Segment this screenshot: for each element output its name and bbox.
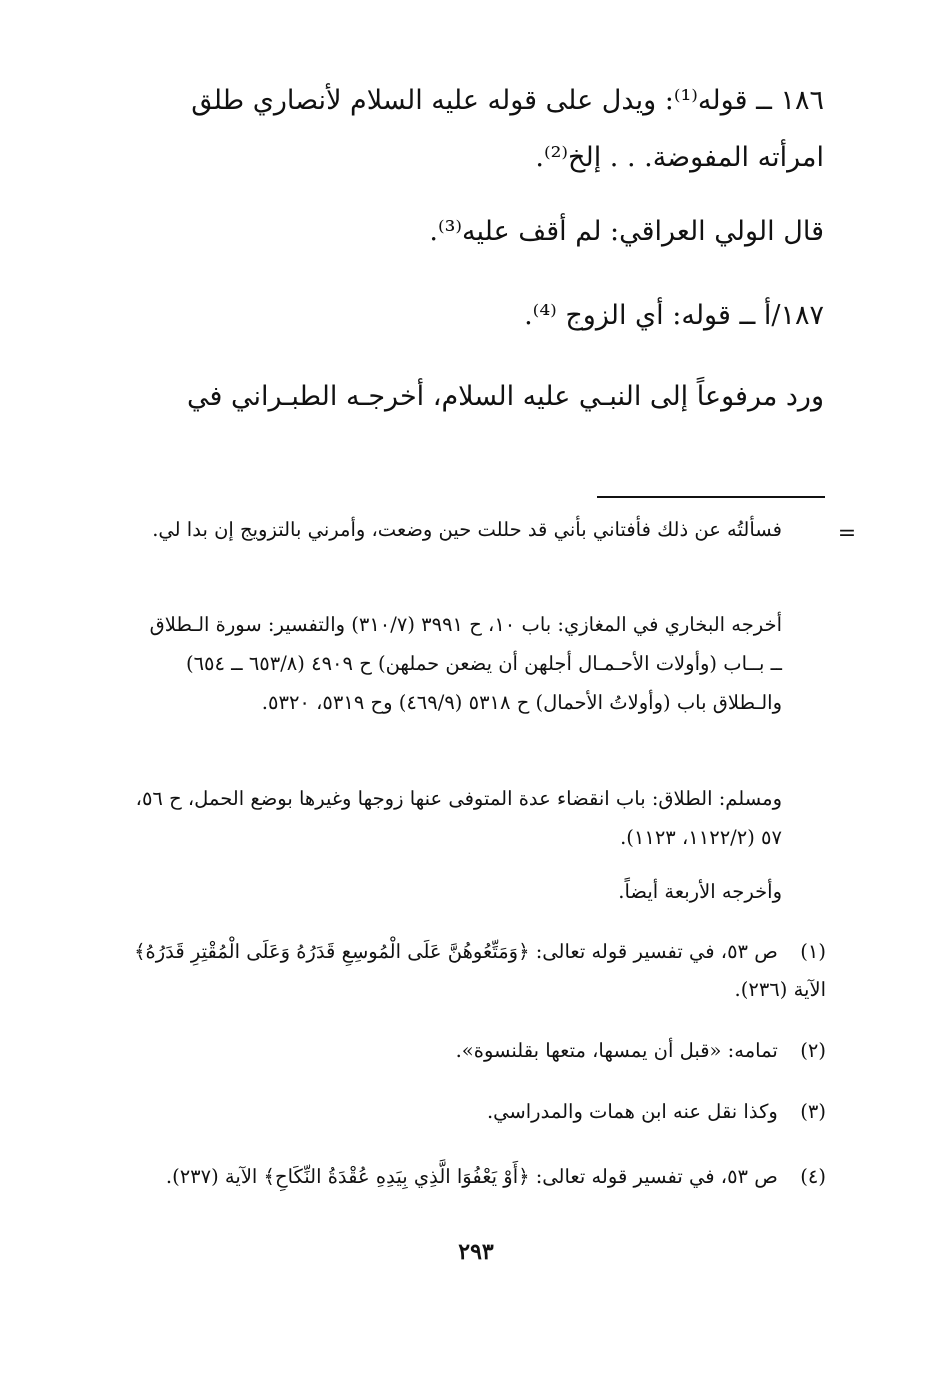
footnote-separator bbox=[597, 496, 825, 498]
continuation-mark: = bbox=[837, 521, 857, 546]
footnote-4 bbox=[126, 1158, 826, 1196]
footnote-3 bbox=[126, 1093, 826, 1131]
main-paragraph-186: ١٨٦ ــ قوله⁽¹⁾: ويدل على قوله عليه السلام لأنصاري طلق امرأته المفوضة. . . إلخ⁽²⁾. bbox=[191, 85, 824, 173]
footnote-continuation-1: فسألتُه عن ذلك فأفتاني بأني قد حللت حين وضعت، وأمرني بالتزويج إن بدا لي. bbox=[152, 518, 782, 541]
footnote-number: (١) bbox=[800, 940, 826, 963]
footnote-number: (٤) bbox=[800, 1165, 826, 1188]
footnote-number: (٢) bbox=[800, 1039, 826, 1062]
footnote-continuation-4: وأخرجه الأربعة أيضاً. bbox=[618, 880, 782, 903]
page-number: ٢٩٣ bbox=[458, 1239, 494, 1265]
footnote-text: تمامه: «قبل أن يمسها، متعها بقلنسوة». bbox=[455, 1039, 778, 1062]
footnote-number: (٣) bbox=[800, 1100, 826, 1123]
footnote-text: ص ٥٣، في تفسير قوله تعالى: ﴿وَمَتِّعُوهُنَّ عَلَى الْمُوسِعِ قَدَرُهُ وَعَلَى الْمُقْتِرِ قَدَرُهُ﴾ الآية (٢٣٦). bbox=[134, 940, 826, 1001]
footnote-text: ص ٥٣، في تفسير قوله تعالى: ﴿أَوْ يَعْفُوَا الَّذِي بِيَدِهِ عُقْدَةُ النِّكَاحِ﴾ الآية (٢٣٧). bbox=[165, 1165, 778, 1188]
footnote-text: وكذا نقل عنه ابن همات والمدراسي. bbox=[486, 1100, 778, 1123]
footnote-continuation-2: أخرجه البخاري في المغازي: باب ١٠، ح ٣٩٩١ (٣١٠/٧) والتفسير: سورة الـطلاق ــ بــاب (وأولات الأحـمـال أجلهن أن يضعن حملهن) ح ٤٩٠٩ (٦٥٣/٨ ــ ٦٥٤) والـطلاق باب (وأولاتُ الأحمال) ح ٥٣١٨ (٤٦٩/٩) وح ٥٣١٩، ٥٣٢٠. bbox=[149, 613, 782, 714]
main-paragraph-187: ١٨٧/أ ــ قوله: أي الزوج ⁽⁴⁾. bbox=[524, 300, 824, 331]
main-paragraph-iraqi: قال الولي العراقي: لم أقف عليه⁽³⁾. bbox=[429, 216, 824, 247]
footnote-1 bbox=[126, 933, 826, 1009]
footnote-continuation-3: ومسلم: الطلاق: باب انقضاء عدة المتوفى عنها زوجها وغيرها بوضع الحمل، ح ٥٦، ٥٧ (١١٢٢/٢، ١١٢٣). bbox=[135, 787, 782, 849]
main-paragraph-marfu: ورد مرفوعاً إلى النبـي عليه السلام، أخرجـه الطبـراني في bbox=[187, 381, 824, 412]
footnote-2 bbox=[126, 1032, 826, 1070]
